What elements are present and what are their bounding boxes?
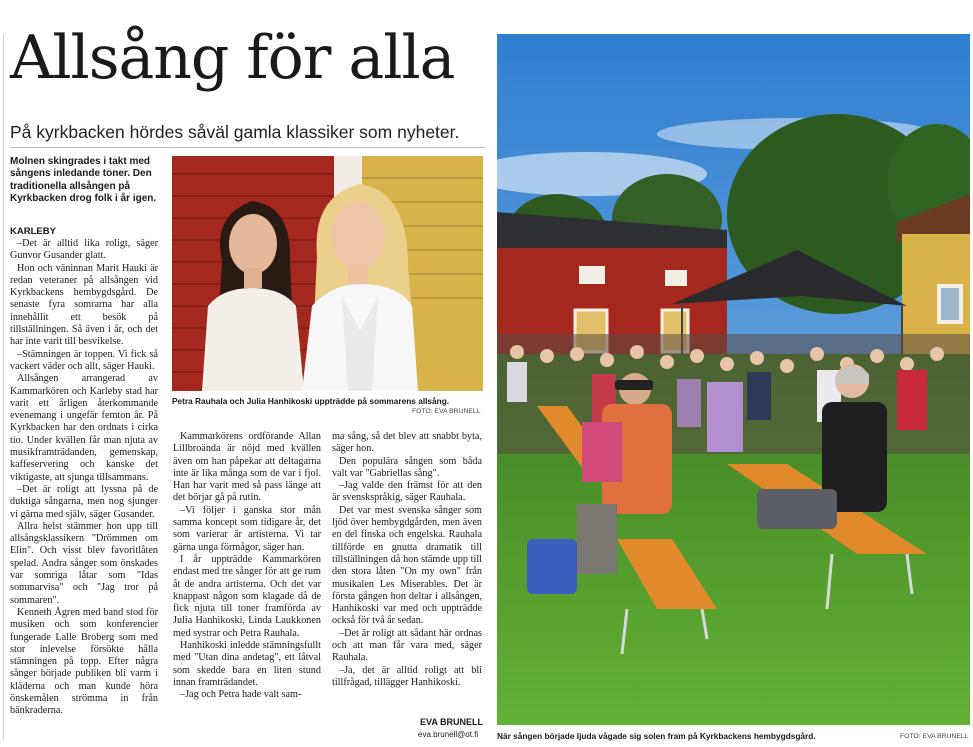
paragraph: Kenneth Ågren med band stod för musiken och som konferencier fungerade Lalle Broberg som med stor inlevelse försökte hålla stämningen på topp. Efter några sånger började publiken bli varm i kläderna och man kunde höra önskemålen strömma in från bänkraderna. xyxy=(10,606,158,717)
divider xyxy=(10,147,485,148)
paragraph: Allsången arrangerad av Kammarkören och Karleby stad har varit ett årligen återkommande evenemang i ungefär femton år. På Kyrkbacken har den ordnats i cirka tio. Under kvällen får man njuta av musikframträdanden, gemenskap, kaffeservering och kanske det viktigaste, att sjunga tillsammans. xyxy=(10,373,158,483)
paragraph: –Det är alltid lika roligt, säger Gunvor Gusander glatt. xyxy=(10,238,158,262)
photo2-caption: När sången började ljuda vågade sig solen fram på Kyrkbackens hembygdsgård. xyxy=(497,731,816,741)
paragraph: Allra helst stämmer hon upp till allsångsklassikern "Drömmen om Elin". Och visst blev favoritlåten spelad. Andra sånger som önskades var somriga låtar som "Idas sommarvisa" och "Jag tror på sommaren". xyxy=(10,520,158,606)
singers-photo xyxy=(172,156,483,391)
paragraph: Hon och väninnan Marit Hauki är redan veteraner på allsången vid Kyrkbackens hembygdsgård. De senaste fyra somrarna har alla innehållit ett besök på tillställningen. Så även i år, och det har inte varit till besvikelse. xyxy=(10,262,158,348)
paragraph: –Stämningen är toppen. Vi fick så vackert väder och allt, säger Hauki. xyxy=(10,348,158,372)
paragraph: ma sång, så det blev att snabbt byta, säger hon. xyxy=(332,431,482,455)
audience-photo xyxy=(497,34,970,725)
paragraph: Hanhikoski inledde stämningsfullt med "Utan dina andetag", ett låtval som skedde bara en liten stund innan framträdandet. xyxy=(173,640,321,688)
article-subheadline: På kyrkbacken hördes såväl gamla klassiker som nyheter. xyxy=(10,122,460,142)
paragraph: –Vi följer i ganska stor mån samma koncept som tidigare år, det som varierar är artisterna. Vi tar gärna unga förmågor, säger han. xyxy=(173,504,321,553)
paragraph: Det var mest svenska sånger som ljöd över hembygdgården, men även en del finska och engelska. Rauhala tillförde en gnutta dramatik till tillställningen då hon stämde upp till den stora låten "On my own" från musikalen Les Miserables. Det är första gången hon deltar i allsången, Hanhikoski var med och uppträdde också för två år sedan. xyxy=(332,504,482,627)
photo2-credit: FOTO: EVA BRUNELL xyxy=(900,733,969,740)
text-column-2 xyxy=(173,431,321,702)
singers-photo-image xyxy=(172,156,483,391)
text-column-3 xyxy=(332,431,482,689)
paragraph: –Ja, det är alltid roligt att bli tillfrågad, tillägger Hanhikoski. xyxy=(332,664,482,688)
paragraph: –Jag och Petra hade valt sam- xyxy=(180,689,302,701)
paragraph: –Det är roligt att sådant här ordnas och att man får vara med, säger Rauhala. xyxy=(332,627,482,664)
article-headline: Allsång för alla xyxy=(10,23,455,93)
photo1-caption: Petra Rauhala och Julia Hanhikoski uppträdde på sommarens allsång. xyxy=(172,396,450,406)
paragraph: Kammarkörens ordförande Allan Lillbroända är nöjd med kvällen även om han påpekar att deltagarna inte är lika många som de var i fjol. Han har varit med så pass länge att det börjar gå på rutin. xyxy=(173,431,321,504)
author-email[interactable]: eva.brunell@ot.fi xyxy=(418,730,479,739)
article-dateline: KARLEBY xyxy=(10,226,56,237)
paragraph: –Det är roligt att lyssna på de duktiga sångarna, men nog sjunger vi gärna med själv, säger Gusander. xyxy=(10,483,158,520)
article-author: EVA BRUNELL xyxy=(420,717,483,727)
paragraph: I år uppträdde Kammarkören endast med tre sånger för att ge rum åt de andra artisterna. Och det var knappast någon som klagade då de fick njuta till toner framförda av Julia Hanhikoski, Linda Laukkonen med systrar och Petra Rauhala. xyxy=(173,553,321,639)
text-column-1 xyxy=(10,238,158,718)
paragraph: Den populära sången som båda valt var "Gabriellas sång". xyxy=(332,455,482,479)
article-lead: Molnen skingrades i takt med sångens inledande toner. Den traditionella allsången på Kyrkbacken drog folk i år igen. xyxy=(10,156,157,204)
audience-photo-image xyxy=(497,34,970,725)
photo1-credit: FOTO: EVA BRUNELL xyxy=(412,408,481,415)
page-left-border xyxy=(3,34,4,740)
paragraph: –Jag valde den främst för att den är svenskspråkig, säger Rauhala. xyxy=(332,480,482,504)
